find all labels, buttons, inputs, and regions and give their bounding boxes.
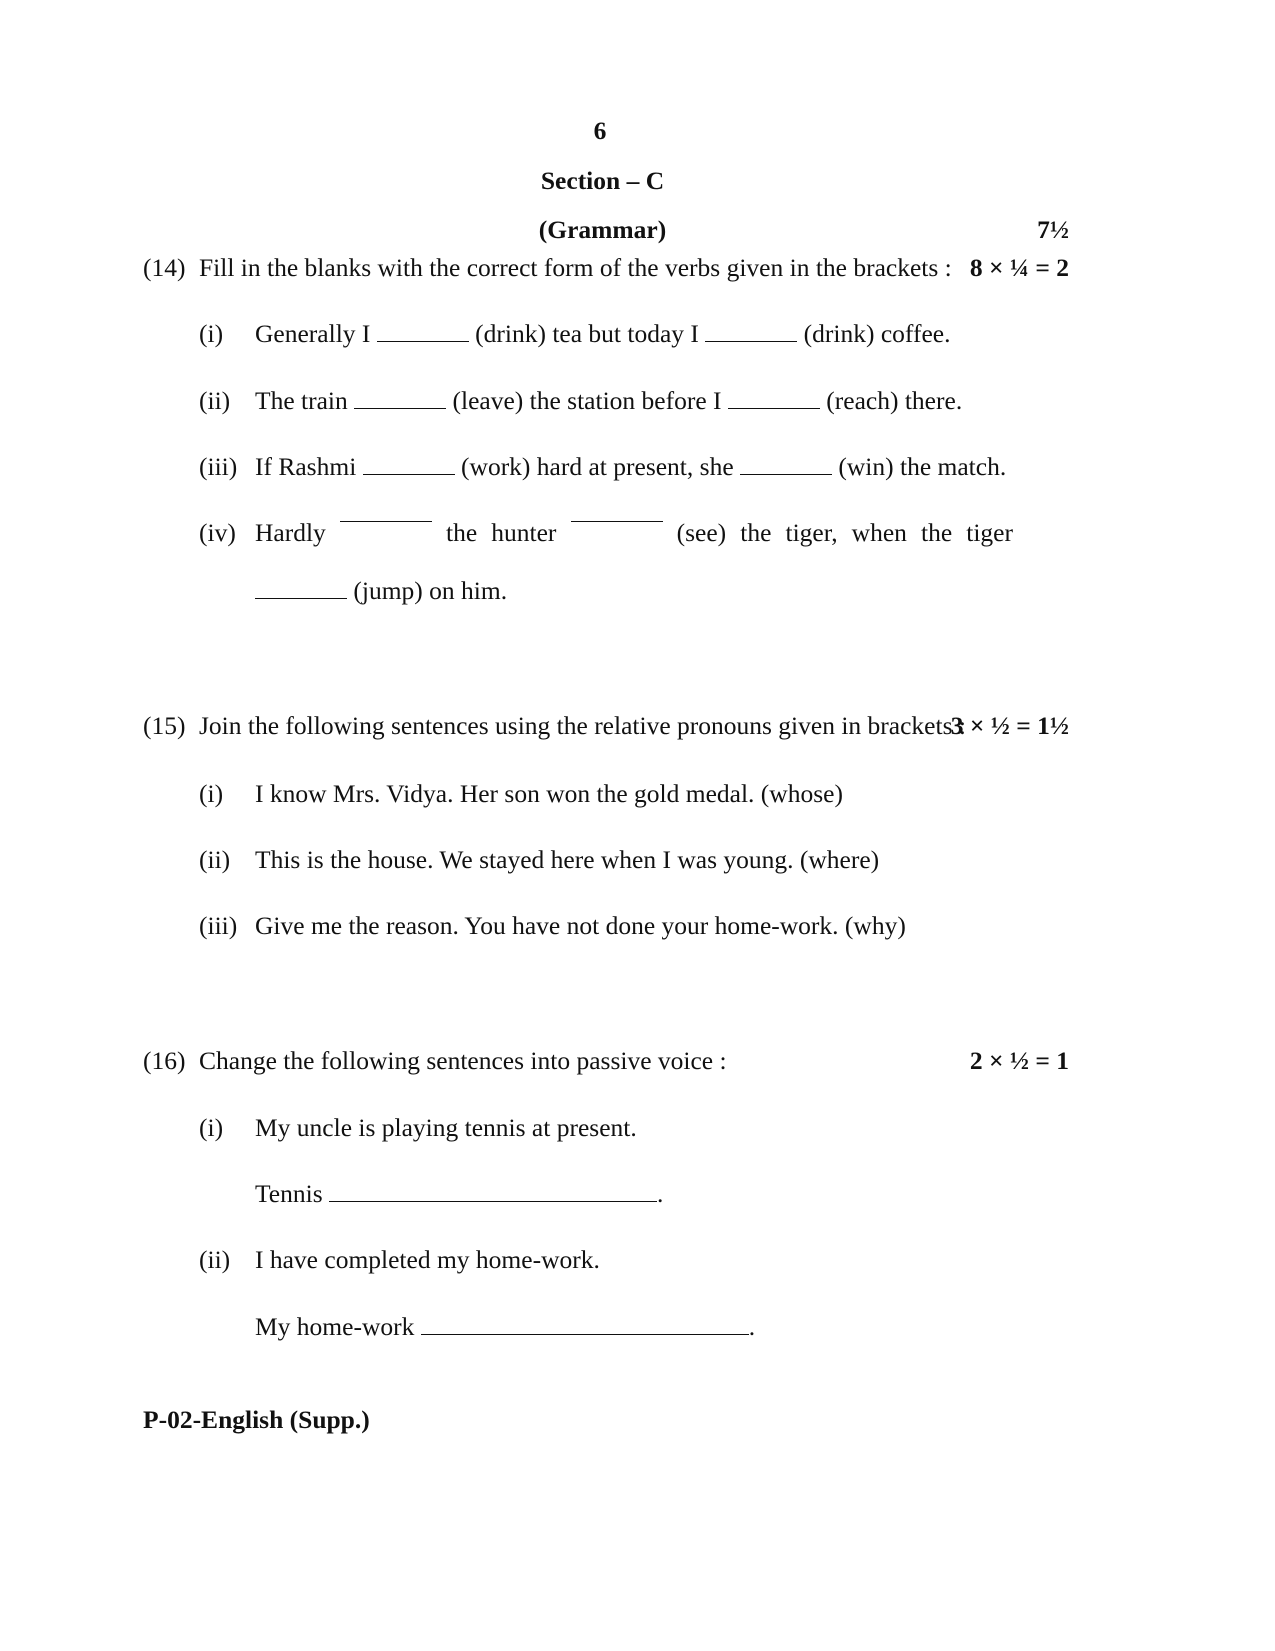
q14-item-label: (iv)	[199, 518, 236, 547]
q14-item-continuation: (jump) on him.	[255, 578, 507, 604]
answer-blank[interactable]	[329, 1200, 657, 1202]
answer-blank[interactable]	[421, 1333, 749, 1335]
answer-blank[interactable]	[728, 407, 820, 409]
q16-number: (16)	[143, 1046, 186, 1075]
q14-item-text: Hardly the hunter (see) the tiger, when the tiger	[255, 518, 1013, 547]
answer-blank[interactable]	[740, 473, 832, 475]
footer-paper-code: P-02-English (Supp.)	[143, 1405, 370, 1434]
q15-item-label: (ii)	[199, 845, 231, 874]
q16-item-text: My uncle is playing tennis at present.	[255, 1113, 637, 1142]
section-subtitle: (Grammar)	[538, 215, 667, 244]
answer-blank[interactable]	[255, 597, 347, 599]
q16-item-label: (i)	[199, 1113, 224, 1142]
q15-item-label: (iii)	[199, 911, 238, 940]
q15-item-text: I know Mrs. Vidya. Her son won the gold medal. (whose)	[255, 779, 843, 808]
q16-marks: 2 × ½ = 1	[969, 1046, 1069, 1075]
q15-item-text: Give me the reason. You have not done your home-work. (why)	[255, 911, 906, 940]
q15-prompt: Join the following sentences using the relative pronouns given in brackets :	[199, 711, 966, 740]
q15-number: (15)	[143, 711, 186, 740]
page-number: 6	[593, 116, 607, 145]
q14-number: (14)	[143, 253, 186, 282]
q16-answer-line: My home-work .	[255, 1312, 756, 1341]
q14-prompt: Fill in the blanks with the correct form of the verbs given in the brackets :	[199, 253, 952, 282]
q16-prompt: Change the following sentences into passive voice :	[199, 1046, 727, 1075]
q14-item-label: (ii)	[199, 386, 231, 415]
q14-item-label: (iii)	[199, 452, 238, 481]
answer-blank[interactable]	[571, 520, 663, 522]
answer-blank[interactable]	[377, 340, 469, 342]
q14-marks: 8 × ¼ = 2	[969, 253, 1069, 282]
answer-blank[interactable]	[705, 340, 797, 342]
q15-item-text: This is the house. We stayed here when I was young. (where)	[255, 845, 880, 874]
q15-marks: 3 × ½ = 1½	[950, 711, 1069, 740]
section-marks: 7½	[1037, 215, 1069, 244]
q16-item-text: I have completed my home-work.	[255, 1245, 600, 1274]
answer-blank[interactable]	[354, 407, 446, 409]
answer-blank[interactable]	[363, 473, 455, 475]
q14-item-label: (i)	[199, 319, 224, 348]
q16-answer-line: Tennis .	[255, 1179, 664, 1208]
section-title: Section – C	[540, 166, 665, 195]
q14-item-text: If Rashmi (work) hard at present, she (win) the match.	[255, 452, 1007, 481]
q15-item-label: (i)	[199, 779, 224, 808]
q14-item-text: Generally I (drink) tea but today I (drink) coffee.	[255, 319, 951, 348]
answer-blank[interactable]	[340, 520, 432, 522]
q16-item-label: (ii)	[199, 1245, 231, 1274]
q14-item-text: The train (leave) the station before I (reach) there.	[255, 386, 963, 415]
